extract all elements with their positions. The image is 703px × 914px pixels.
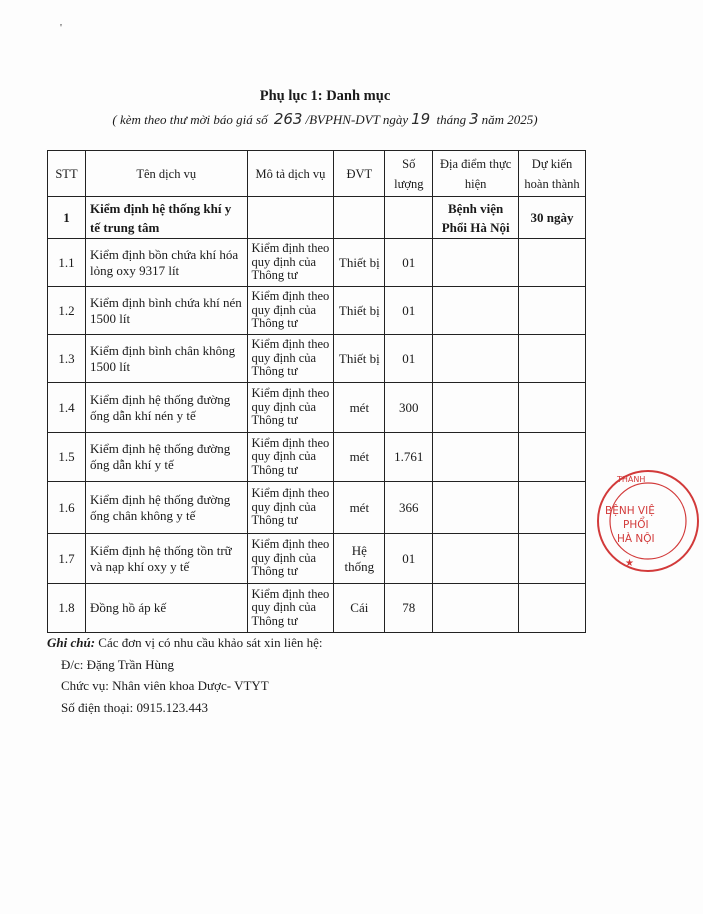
notes-label: Ghi chú:	[47, 635, 96, 650]
cell-qty: 300	[385, 383, 433, 433]
cell-name: Kiểm định hệ thống tồn trữ và nạp khí oxy y tế	[85, 534, 247, 584]
cell-qty	[385, 197, 433, 239]
cell-unit: Thiết bị	[334, 239, 385, 287]
cell-desc	[247, 197, 334, 239]
header-place	[433, 151, 519, 197]
cell-unit: mét	[334, 433, 385, 482]
cell-place	[433, 383, 519, 433]
cell-desc: Kiểm định theo quy định của Thông tư	[247, 482, 334, 534]
subtitle-month: 3	[469, 110, 479, 128]
cell-name: Kiểm định hệ thống đường ống dẫn khí y tế	[85, 433, 247, 482]
cell-done	[519, 433, 586, 482]
header-desc: Mô tả dịch vụ	[247, 151, 334, 197]
cell-place: Bệnh viện Phổi Hà Nội	[433, 197, 519, 239]
notes-text: Các đơn vị có nhu cầu khảo sát xin liên hệ:	[98, 635, 323, 650]
cell-stt: 1.3	[48, 335, 86, 383]
cell-qty: 01	[385, 534, 433, 584]
header-qty	[385, 151, 433, 197]
cell-qty: 01	[385, 287, 433, 335]
table-row	[48, 482, 586, 534]
cell-name: Kiểm định bình chứa khí nén 1500 lít	[85, 287, 247, 335]
cell-done	[519, 287, 586, 335]
cell-stt: 1.7	[48, 534, 86, 584]
corner-mark: '	[60, 22, 62, 34]
cell-unit: Hệ thống	[334, 534, 385, 584]
cell-name: Kiểm định hệ thống khí y tế trung tâm	[85, 197, 247, 239]
cell-stt: 1.4	[48, 383, 86, 433]
cell-unit: mét	[334, 383, 385, 433]
cell-desc: Kiểm định theo quy định của Thông tư	[247, 433, 334, 482]
cell-place	[433, 534, 519, 584]
notes-line	[47, 632, 323, 654]
stamp-line2: PHỔI	[623, 519, 649, 531]
cell-done	[519, 482, 586, 534]
cell-desc: Kiểm định theo quy định của Thông tư	[247, 383, 334, 433]
cell-place	[433, 584, 519, 633]
table-row	[48, 335, 586, 383]
cell-stt: 1.8	[48, 584, 86, 633]
notes-phone: Số điện thoại: 0915.123.443	[61, 699, 208, 715]
page-subtitle	[0, 110, 650, 128]
table-row-main	[48, 197, 586, 239]
subtitle-number: 263	[273, 110, 303, 128]
cell-qty: 01	[385, 335, 433, 383]
subtitle-suffix: năm 2025)	[481, 112, 538, 127]
cell-stt: 1	[48, 197, 86, 239]
stamp-line3: HÀ NỘI	[617, 533, 655, 545]
cell-stt: 1.5	[48, 433, 86, 482]
cell-desc: Kiểm định theo quy định của Thông tư	[247, 584, 334, 633]
cell-qty: 1.761	[385, 433, 433, 482]
cell-done	[519, 335, 586, 383]
notes-position: Chức vụ: Nhân viên khoa Dược- VTYT	[61, 678, 269, 693]
stamp-star-icon: ★	[625, 558, 634, 569]
notes-contact: Đ/c: Đặng Trần Hùng	[61, 656, 175, 672]
cell-desc: Kiểm định theo quy định của Thông tư	[247, 335, 334, 383]
cell-desc: Kiểm định theo quy định của Thông tư	[247, 287, 334, 335]
stamp-line1: BỆNH VIỆ	[605, 505, 655, 517]
cell-place	[433, 482, 519, 534]
header-place-line1: Địa điểm thực	[439, 156, 512, 171]
cell-place	[433, 433, 519, 482]
subtitle-mid1: /BVPHN-DVT ngày	[305, 112, 409, 127]
cell-name: Đồng hồ áp kế	[85, 584, 247, 633]
table-row	[48, 534, 586, 584]
cell-qty: 78	[385, 584, 433, 633]
table-row	[48, 287, 586, 335]
header-stt: STT	[48, 151, 86, 197]
cell-stt: 1.1	[48, 239, 86, 287]
header-name: Tên dịch vụ	[85, 151, 247, 197]
cell-unit: Cái	[334, 584, 385, 633]
cell-desc: Kiểm định theo quy định của Thông tư	[247, 534, 334, 584]
hospital-stamp	[593, 466, 703, 576]
cell-done	[519, 584, 586, 633]
cell-name: Kiểm định hệ thống đường ống chân không y tế	[85, 482, 247, 534]
cell-place	[433, 239, 519, 287]
header-unit: ĐVT	[334, 151, 385, 197]
page-title: Phụ lục 1: Danh mục	[259, 88, 391, 104]
cell-unit: mét	[334, 482, 385, 534]
cell-desc: Kiểm định theo quy định của Thông tư	[247, 239, 334, 287]
header-done	[519, 151, 586, 197]
cell-done	[519, 534, 586, 584]
table-row	[48, 433, 586, 482]
header-done-line1: Dự kiến	[531, 156, 573, 171]
cell-qty: 366	[385, 482, 433, 534]
cell-unit	[334, 197, 385, 239]
cell-name: Kiểm định bồn chứa khí hóa lỏng oxy 9317 lít	[85, 239, 247, 287]
subtitle-day: 19	[411, 110, 431, 128]
header-qty-line1: Số	[402, 156, 416, 171]
table-row	[48, 383, 586, 433]
cell-name: Kiểm định bình chân không 1500 lít	[85, 335, 247, 383]
subtitle-mid2: tháng	[436, 112, 467, 127]
table-header-row	[48, 151, 586, 197]
cell-stt: 1.6	[48, 482, 86, 534]
table-row	[48, 584, 586, 633]
cell-unit: Thiết bị	[334, 287, 385, 335]
cell-unit: Thiết bị	[334, 335, 385, 383]
subtitle-prefix: ( kèm theo thư mời báo giá số	[112, 112, 268, 127]
cell-name: Kiểm định hệ thống đường ống dẫn khí nén y tế	[85, 383, 247, 433]
cell-place	[433, 287, 519, 335]
service-table	[47, 150, 586, 633]
cell-done	[519, 383, 586, 433]
stamp-top-text: THÀNH	[617, 475, 646, 484]
cell-place	[433, 335, 519, 383]
header-qty-line2: lượng	[394, 176, 424, 191]
cell-stt: 1.2	[48, 287, 86, 335]
cell-done: 30 ngày	[519, 197, 586, 239]
cell-done	[519, 239, 586, 287]
header-done-line2: hoàn thành	[524, 176, 580, 191]
cell-qty: 01	[385, 239, 433, 287]
notes-block	[47, 632, 323, 718]
table-row	[48, 239, 586, 287]
header-place-line2: hiện	[464, 176, 487, 191]
